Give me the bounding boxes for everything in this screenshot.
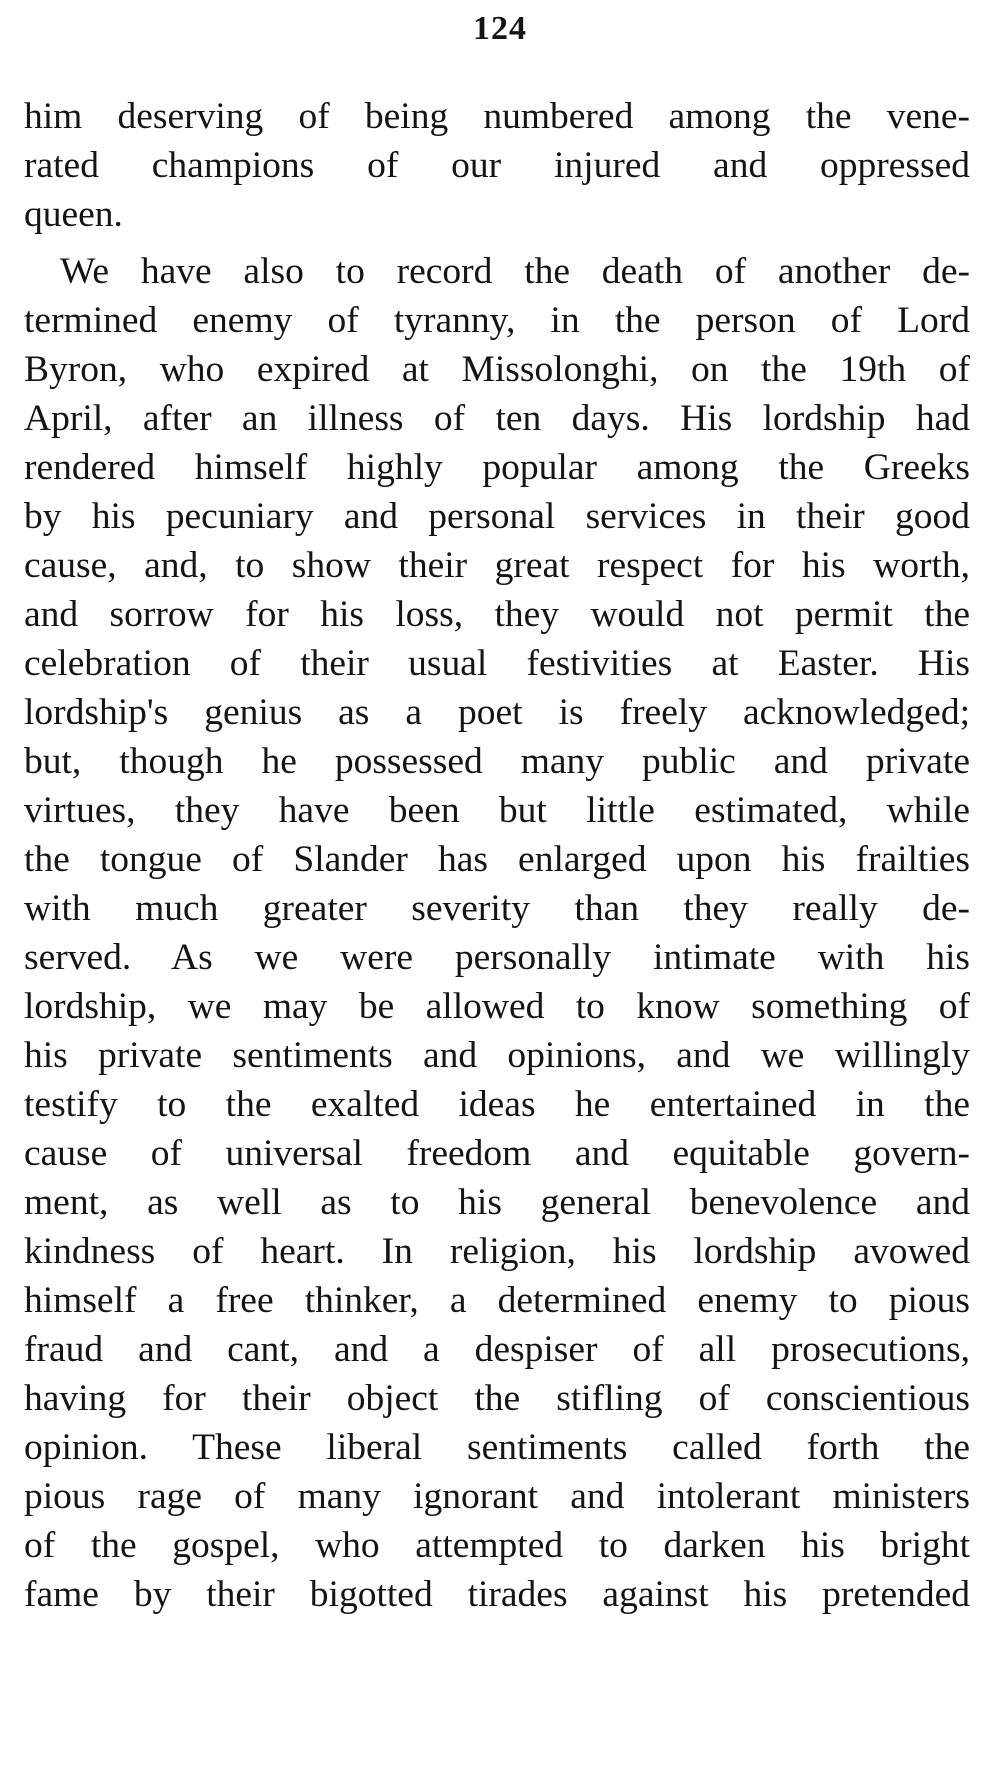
text-line: of the gospel, who attempted to darken his bright (24, 1525, 970, 1566)
text-line: his private sentiments and opinions, and we willingly (24, 1035, 970, 1076)
text-line: ment, as well as to his general benevolence and (24, 1182, 970, 1223)
text-line: termined enemy of tyranny, in the person of Lord (24, 300, 970, 341)
text-line: and sorrow for his loss, they would not permit the (24, 594, 970, 635)
text-line: We have also to record the death of another de- (60, 251, 970, 292)
paragraph (24, 247, 970, 1619)
text-line: testify to the exalted ideas he entertained in the (24, 1084, 970, 1125)
text-line: April, after an illness of ten days. His lordship had (24, 398, 970, 439)
text-line: himself a free thinker, a determined enemy to pious (24, 1280, 970, 1321)
body-text (24, 92, 970, 1619)
text-line: rendered himself highly popular among the Greeks (24, 447, 970, 488)
text-line: fraud and cant, and a despiser of all prosecutions, (24, 1329, 970, 1370)
text-line: him deserving of being numbered among the vene- (24, 96, 970, 137)
page-number: 124 (473, 10, 527, 47)
text-line: having for their object the stifling of conscientious (24, 1378, 970, 1419)
text-line: served. As we were personally intimate with his (24, 937, 970, 978)
text-line: queen. (24, 194, 123, 235)
paragraph-gap (24, 239, 970, 247)
text-line: the tongue of Slander has enlarged upon his frailties (24, 839, 970, 880)
paragraph (24, 92, 970, 239)
text-line: virtues, they have been but little estimated, while (24, 790, 970, 831)
text-line: cause of universal freedom and equitable govern- (24, 1133, 970, 1174)
text-line: Byron, who expired at Missolonghi, on the 19th of (24, 349, 970, 390)
text-line: lordship's genius as a poet is freely acknowledged; (24, 692, 970, 733)
text-line: opinion. These liberal sentiments called forth the (24, 1427, 970, 1468)
text-line: with much greater severity than they really de- (24, 888, 970, 929)
text-line: cause, and, to show their great respect for his worth, (24, 545, 970, 586)
text-line: rated champions of our injured and oppressed (24, 145, 970, 186)
text-line: by his pecuniary and personal services in their good (24, 496, 970, 537)
text-line: fame by their bigotted tirades against his pretended (24, 1574, 970, 1615)
text-line: pious rage of many ignorant and intolerant ministers (24, 1476, 970, 1517)
text-line: kindness of heart. In religion, his lordship avowed (24, 1231, 970, 1272)
text-line: but, though he possessed many public and private (24, 741, 970, 782)
text-line: celebration of their usual festivities at Easter. His (24, 643, 970, 684)
text-line: lordship, we may be allowed to know something of (24, 986, 970, 1027)
